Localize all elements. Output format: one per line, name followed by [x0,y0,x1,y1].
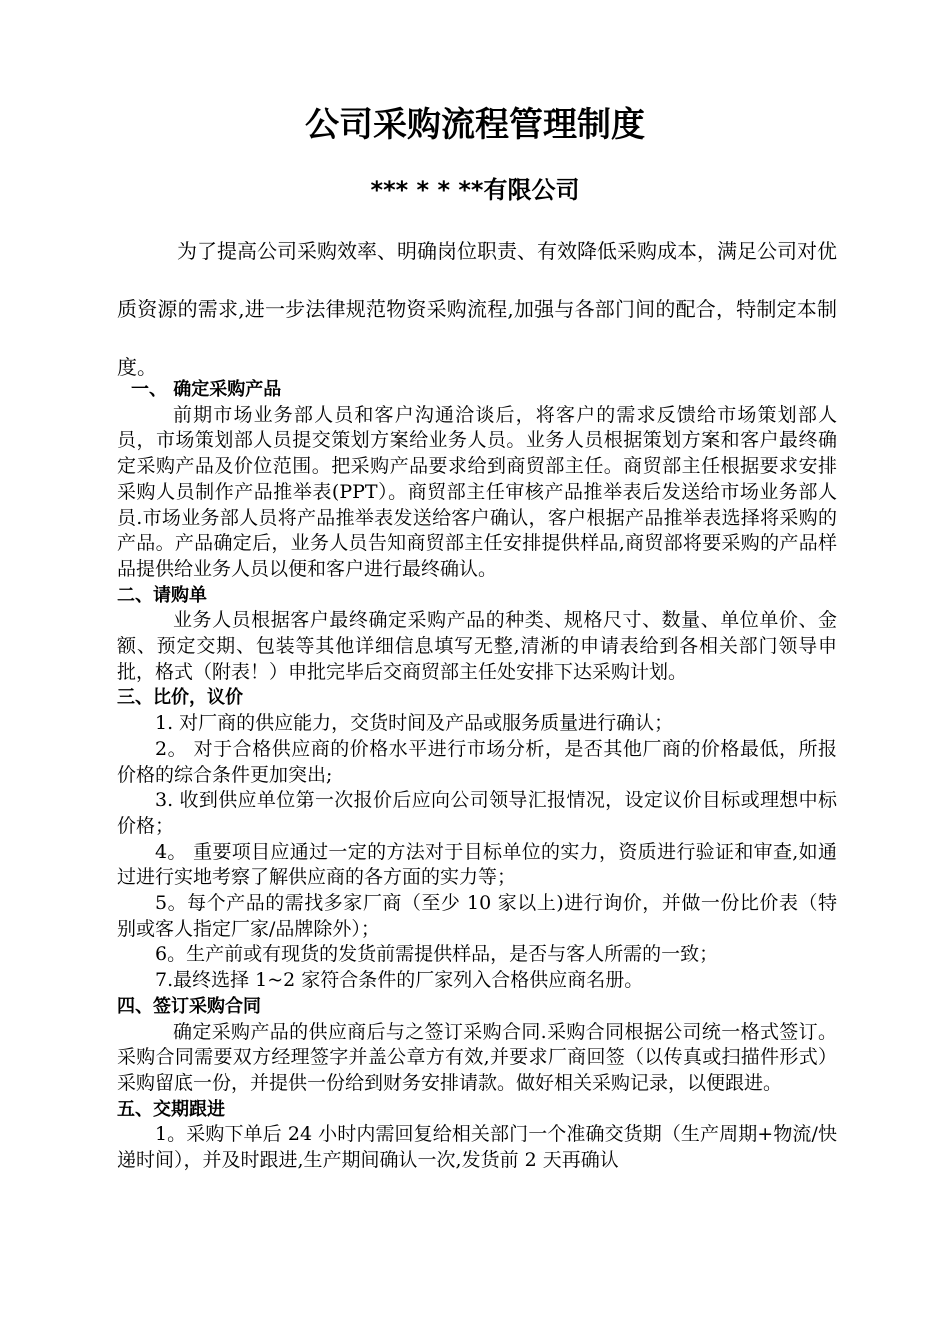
section-heading-4: 四、签订采购合同 [117,995,261,1017]
document-title: 公司采购流程管理制度 [305,105,645,145]
section-3-item-1: 1. 对厂商的供应能力，交货时间及产品或服务质量进行确认； [155,712,674,735]
section-heading-5: 五、交期跟进 [117,1098,225,1120]
section-3-item-5: 5。每个产品的需找多家厂商（至少 10 家以上)进行询价，并做一份比价表（特别或客人指定厂家/品牌除外）； [117,892,837,940]
section-3-item-3: 3. 收到供应单位第一次报价后应向公司领导汇报情况，设定议价目标或理想中标价格； [117,789,837,837]
section-3-item-4: 4。 重要项目应通过一定的方法对于目标单位的实力，资质进行验证和审查,如通过进行实地考察了解供应商的各方面的实力等； [117,840,837,889]
section-3-item-6: 6。生产前或有现货的发货前需提供样品，是否与客人所需的一致； [155,943,719,966]
section-heading-2: 二、请购单 [117,584,207,606]
document-body [117,377,837,1174]
company-name: *** * * **有限公司 [370,176,580,204]
section-4-paragraph: 确定采购产品的供应商后与之签订采购合同.采购合同根据公司统一格式签订。采购合同需要双方经理签字并盖公章方有效,并要求厂商回签（以传真或扫描件形式）采购留底一份，并提供一份给到财务安排请款。做好相关采购记录，以便跟进。 [117,1020,837,1094]
section-2-paragraph: 业务人员根据客户最终确定采购产品的种类、规格尺寸、数量、单位单价、金额、预定交期、包装等其他详细信息填写无整,清淅的申请表给到各相关部门领导申批，格式（附表！）申批完毕后交商贸部主任处安排下达采购计划。 [117,609,837,683]
section-3-item-7: 7.最终选择 1~2 家符合条件的厂家列入合格供应商名册。 [155,969,644,992]
section-5-item-1: 1。采购下单后 24 小时内需回复给相关部门一个准确交货期（生产周期+物流/快递时间），并及时跟进,生产期间确认一次,发货前 2 天再确认 [117,1123,837,1172]
intro-paragraph: 为了提高公司采购效率、明确岗位职责、有效降低采购成本，满足公司对优质资源的需求,进一步法律规范物资采购流程,加强与各部门间的配合，特制定本制度。 [117,239,837,379]
section-3-item-2: 2。 对于合格供应商的价格水平进行市场分析，是否其他厂商的价格最低，所报价格的综合条件更加突出; [117,737,837,786]
section-1-paragraph: 前期市场业务部人员和客户沟通洽谈后，将客户的需求反馈给市场策划部人员，市场策划部人员提交策划方案给业务人员。业务人员根据策划方案和客户最终确定采购产品及价位范围。把采购产品要求给到商贸部主任。商贸部主任根据要求安排采购人员制作产品推举表(PPT）。商贸部主任审核产品推举表后发送给市场业务部人员.市场业务部人员将产品推举表发送给客户确认，客户根据产品推举表选择将采购的产品。产品确定后，业务人员告知商贸部主任安排提供样品,商贸部将要采购的产品样品提供给业务人员以便和客户进行最终确认。 [117,403,837,580]
section-heading-1: 一、 确定采购产品 [131,379,282,400]
section-heading-3: 三、比价，议价 [117,687,243,709]
